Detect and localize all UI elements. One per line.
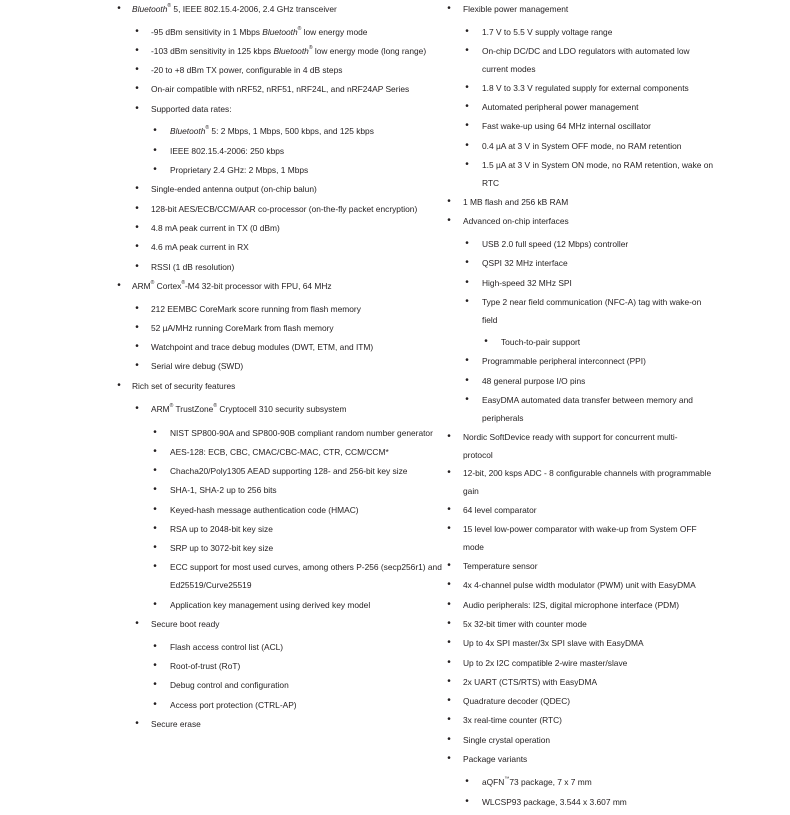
bullet-icon: • — [465, 120, 469, 131]
list-item: • SRP up to 3072-bit key size — [151, 539, 273, 557]
list-item: • Up to 4x SPI master/3x SPI slave with EasyDMA — [445, 634, 644, 652]
bullet-icon: • — [153, 145, 157, 156]
list-item: • Automated peripheral power management — [463, 98, 638, 116]
list-item: • -103 dBm sensitivity in 125 kbps Bluetooth® low energy mode (long range) — [133, 42, 426, 60]
list-item: • Advanced on-chip interfaces — [445, 212, 569, 230]
bullet-icon: • — [135, 303, 139, 314]
list-item: • EasyDMA automated data transfer between memory and peripherals — [463, 391, 693, 427]
bullet-icon: • — [465, 257, 469, 268]
list-item: • 212 EEMBC CoreMark score running from flash memory — [133, 300, 361, 318]
list-item: • NIST SP800-90A and SP800-90B compliant random number generator — [151, 424, 433, 442]
bullet-icon: • — [135, 45, 139, 56]
bullet-icon: • — [153, 427, 157, 438]
list-item: • Touch-to-pair support — [482, 333, 580, 351]
list-item: • 3x real-time counter (RTC) — [445, 711, 562, 729]
list-item: • WLCSP93 package, 3.544 x 3.607 mm — [463, 793, 627, 811]
bullet-icon: • — [465, 296, 469, 307]
bullet-icon: • — [153, 164, 157, 175]
bullet-icon: • — [447, 196, 451, 207]
bullet-icon: • — [447, 504, 451, 515]
bullet-icon: • — [135, 64, 139, 75]
bullet-icon: • — [447, 215, 451, 226]
list-item: • Fast wake-up using 64 MHz internal oscillator — [463, 117, 651, 135]
bullet-icon: • — [153, 599, 157, 610]
bullet-icon: • — [465, 140, 469, 151]
bullet-icon: • — [153, 446, 157, 457]
bullet-icon: • — [135, 203, 139, 214]
list-item: • Single-ended antenna output (on-chip balun) — [133, 180, 317, 198]
bullet-icon: • — [117, 280, 121, 291]
bullet-icon: • — [153, 561, 157, 572]
list-item: • IEEE 802.15.4-2006: 250 kbps — [151, 142, 284, 160]
bullet-icon: • — [465, 82, 469, 93]
list-item: • USB 2.0 full speed (12 Mbps) controller — [463, 235, 628, 253]
list-item: • Programmable peripheral interconnect (PPI) — [463, 352, 646, 370]
bullet-icon: • — [135, 103, 139, 114]
list-item: • RSA up to 2048-bit key size — [151, 520, 273, 538]
bullet-icon: • — [135, 183, 139, 194]
list-item: • Temperature sensor — [445, 557, 537, 575]
bullet-icon: • — [447, 676, 451, 687]
bullet-icon: • — [117, 3, 121, 14]
list-item: • Debug control and configuration — [151, 676, 289, 694]
bullet-icon: • — [447, 579, 451, 590]
list-item: • Flash access control list (ACL) — [151, 638, 283, 656]
list-item: • SHA-1, SHA-2 up to 256 bits — [151, 481, 277, 499]
list-item: • Secure boot ready — [133, 615, 219, 633]
bullet-icon: • — [465, 796, 469, 807]
list-item: • Quadrature decoder (QDEC) — [445, 692, 570, 710]
list-item: • 1.5 µA at 3 V in System ON mode, no RAM retention, wake on RTC — [463, 156, 713, 192]
list-item: • Watchpoint and trace debug modules (DWT, ETM, and ITM) — [133, 338, 373, 356]
bullet-icon: • — [465, 45, 469, 56]
bullet-icon: • — [465, 355, 469, 366]
bullet-icon: • — [135, 618, 139, 629]
bullet-icon: • — [465, 159, 469, 170]
list-item: • Secure erase — [133, 715, 201, 733]
bullet-icon: • — [135, 83, 139, 94]
bullet-icon: • — [447, 467, 451, 478]
bullet-icon: • — [153, 125, 157, 136]
list-item: • Nordic SoftDevice ready with support for concurrent multi- protocol — [445, 428, 678, 464]
bullet-icon: • — [447, 714, 451, 725]
list-item: • AES-128: ECB, CBC, CMAC/CBC-MAC, CTR, CCM/CCM* — [151, 443, 389, 461]
list-item: • Application key management using derived key model — [151, 596, 370, 614]
bullet-icon: • — [484, 336, 488, 347]
bullet-icon: • — [153, 641, 157, 652]
bullet-icon: • — [153, 523, 157, 534]
bullet-icon: • — [153, 484, 157, 495]
bullet-icon: • — [447, 599, 451, 610]
list-item: • ARM® TrustZone® Cryptocell 310 security subsystem — [133, 400, 346, 418]
list-item: • RSSI (1 dB resolution) — [133, 258, 234, 276]
list-item: • -95 dBm sensitivity in 1 Mbps Bluetooth® low energy mode — [133, 23, 367, 41]
bullet-icon: • — [135, 322, 139, 333]
list-item: • Audio peripherals: I2S, digital microphone interface (PDM) — [445, 596, 679, 614]
list-item: • Keyed-hash message authentication code (HMAC) — [151, 501, 359, 519]
list-item: • Chacha20/Poly1305 AEAD supporting 128- and 256-bit key size — [151, 462, 407, 480]
list-item: • Flexible power management — [445, 0, 568, 18]
list-item: • Proprietary 2.4 GHz: 2 Mbps, 1 Mbps — [151, 161, 308, 179]
bullet-icon: • — [135, 26, 139, 37]
bullet-icon: • — [447, 560, 451, 571]
list-item: • On-air compatible with nRF52, nRF51, nRF24L, and nRF24AP Series — [133, 80, 409, 98]
bullet-icon: • — [447, 657, 451, 668]
bullet-icon: • — [447, 734, 451, 745]
list-item: • 1.8 V to 3.3 V regulated supply for external components — [463, 79, 689, 97]
list-item: • 0.4 µA at 3 V in System OFF mode, no RAM retention — [463, 137, 681, 155]
bullet-icon: • — [135, 261, 139, 272]
list-item: • 52 µA/MHz running CoreMark from flash memory — [133, 319, 334, 337]
list-item: • 64 level comparator — [445, 501, 537, 519]
list-item: • Bluetooth® 5, IEEE 802.15.4-2006, 2.4 GHz transceiver — [115, 0, 337, 18]
list-item: • On-chip DC/DC and LDO regulators with automated low current modes — [463, 42, 690, 78]
list-item: • 12-bit, 200 ksps ADC - 8 configurable channels with programmable gain — [445, 464, 711, 500]
bullet-icon: • — [447, 618, 451, 629]
list-item: • -20 to +8 dBm TX power, configurable in 4 dB steps — [133, 61, 342, 79]
bullet-icon: • — [465, 776, 469, 787]
bullet-icon: • — [447, 3, 451, 14]
list-item: • Serial wire debug (SWD) — [133, 357, 243, 375]
list-item: • aQFN™73 package, 7 x 7 mm — [463, 773, 592, 791]
list-item: • 128-bit AES/ECB/CCM/AAR co-processor (on-the-fly packet encryption) — [133, 200, 417, 218]
bullet-icon: • — [465, 238, 469, 249]
list-item: • 4x 4-channel pulse width modulator (PWM) unit with EasyDMA — [445, 576, 696, 594]
bullet-icon: • — [447, 637, 451, 648]
list-item: • High-speed 32 MHz SPI — [463, 274, 572, 292]
bullet-icon: • — [153, 465, 157, 476]
bullet-icon: • — [153, 504, 157, 515]
bullet-icon: • — [447, 695, 451, 706]
bullet-icon: • — [447, 753, 451, 764]
bullet-icon: • — [153, 699, 157, 710]
bullet-icon: • — [135, 360, 139, 371]
bullet-icon: • — [465, 394, 469, 405]
bullet-icon: • — [135, 241, 139, 252]
list-item: • Access port protection (CTRL-AP) — [151, 696, 297, 714]
list-item: • 4.6 mA peak current in RX — [133, 238, 249, 256]
bullet-icon: • — [135, 718, 139, 729]
bullet-icon: • — [135, 341, 139, 352]
bullet-icon: • — [153, 679, 157, 690]
list-item: • ECC support for most used curves, among others P-256 (secp256r1) and Ed25519/Curve25519 — [151, 558, 442, 594]
bullet-icon: • — [153, 660, 157, 671]
list-item: • 15 level low-power comparator with wake-up from System OFF mode — [445, 520, 697, 556]
bullet-icon: • — [135, 403, 139, 414]
list-item: • 5x 32-bit timer with counter mode — [445, 615, 587, 633]
bullet-icon: • — [465, 26, 469, 37]
list-item: • Single crystal operation — [445, 731, 550, 749]
bullet-icon: • — [153, 542, 157, 553]
list-item: • QSPI 32 MHz interface — [463, 254, 568, 272]
bullet-icon: • — [135, 222, 139, 233]
list-item: • Bluetooth® 5: 2 Mbps, 1 Mbps, 500 kbps, and 125 kbps — [151, 122, 374, 140]
list-item: • 2x UART (CTS/RTS) with EasyDMA — [445, 673, 597, 691]
bullet-icon: • — [447, 523, 451, 534]
list-item: • 1 MB flash and 256 kB RAM — [445, 193, 568, 211]
bullet-icon: • — [447, 431, 451, 442]
list-item: • Up to 2x I2C compatible 2-wire master/slave — [445, 654, 627, 672]
list-item: • 4.8 mA peak current in TX (0 dBm) — [133, 219, 280, 237]
bullet-icon: • — [117, 380, 121, 391]
bullet-icon: • — [465, 101, 469, 112]
list-item: • Rich set of security features — [115, 377, 235, 395]
list-item: • Type 2 near field communication (NFC-A) tag with wake-on field — [463, 293, 701, 329]
list-item: • 1.7 V to 5.5 V supply voltage range — [463, 23, 612, 41]
list-item: • Supported data rates: — [133, 100, 232, 118]
list-item: • Root-of-trust (RoT) — [151, 657, 240, 675]
bullet-icon: • — [465, 375, 469, 386]
list-item: • Package variants — [445, 750, 527, 768]
bullet-icon: • — [465, 277, 469, 288]
list-item: • 48 general purpose I/O pins — [463, 372, 585, 390]
list-item: • ARM® Cortex®-M4 32-bit processor with FPU, 64 MHz — [115, 277, 332, 295]
